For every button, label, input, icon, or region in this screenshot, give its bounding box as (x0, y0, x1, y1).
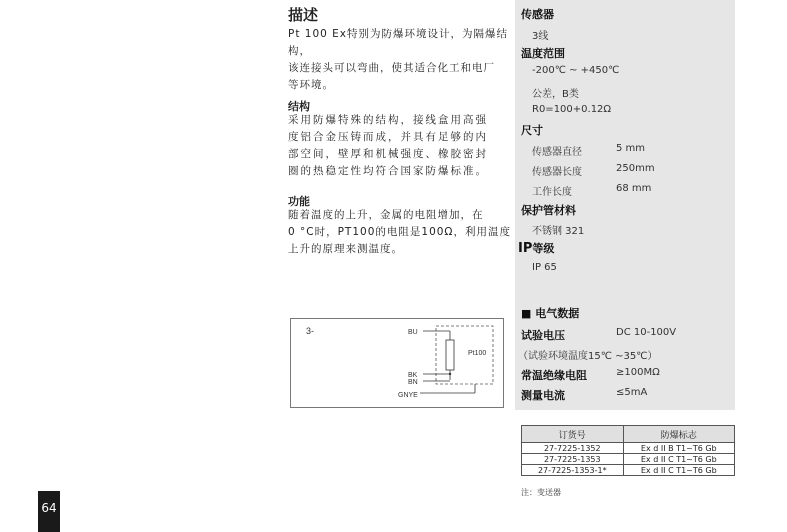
test-voltage-value: DC 10-100V (616, 327, 677, 338)
temp-range-value: -200℃ ~ +450℃ (532, 65, 620, 76)
order-no: 27-7225-1352 (522, 443, 624, 454)
gnye-label: GNYE (398, 392, 418, 399)
current-value: ≤5mA (616, 387, 648, 398)
table-row (522, 443, 735, 454)
description-text: Pt 100 Ex特别为防爆环境设计，为隔爆结构， 该连接头可以弯曲，使其适合化工和电厂 等环境。 (288, 28, 509, 91)
table-row (522, 454, 735, 465)
material-label: 保护管材料 (521, 204, 576, 217)
ip-label-suffix: 等级 (532, 242, 555, 255)
ip-value: IP 65 (532, 262, 557, 273)
bu-label: BU (408, 329, 418, 336)
order-table (521, 425, 735, 476)
ex-marking: Ex d II C T1~T6 Gb (623, 454, 734, 465)
current-label: 测量电流 (521, 389, 565, 402)
bk-label: BK (408, 372, 418, 379)
size-value-diameter: 5 mm (616, 143, 646, 154)
size-label: 尺寸 (521, 124, 543, 137)
insulation-value: ≥100MΩ (616, 367, 660, 378)
footnote: 注：变送器 (521, 488, 561, 497)
section-title: 电气数据 (535, 307, 580, 320)
ex-marking: Ex d II B T1~T6 Gb (623, 443, 734, 454)
page-number: 64 (38, 491, 60, 532)
r0-value: R0=100+0.12Ω (532, 104, 612, 115)
header-ex-marking: 防爆标志 (623, 426, 734, 443)
size-value-working: 68 mm (616, 183, 652, 194)
electrical-title (521, 305, 579, 321)
order-no: 27-7225-1353 (522, 454, 624, 465)
header-order-no: 订货号 (522, 426, 624, 443)
order-no: 27-7225-1353-1* (522, 465, 624, 476)
function-title: 功能 (288, 195, 310, 208)
temp-range-label: 温度范围 (521, 47, 565, 60)
bn-label: BN (408, 379, 418, 386)
material-value: 不锈钢 321 (532, 226, 585, 237)
diagram-number: 3- (306, 326, 315, 336)
specs-panel (515, 0, 735, 290)
sensor-value: 3线 (532, 31, 549, 42)
ip-label (518, 240, 554, 256)
test-voltage-label: 试验电压 (521, 329, 565, 342)
description-title: 描述 (288, 6, 319, 24)
structure-title: 结构 (288, 100, 310, 113)
section-marker: ■ (521, 307, 532, 320)
pt100-label: Pt100 (468, 350, 487, 357)
size-name-diameter: 传感器直径 (532, 147, 582, 158)
ip-label-prefix: IP (518, 241, 533, 256)
resistor-symbol (446, 340, 454, 370)
size-name-length: 传感器长度 (532, 167, 582, 178)
electrical-panel (515, 290, 735, 410)
size-value-length: 250mm (616, 163, 655, 174)
insulation-label: 常温绝缘电阻 (521, 369, 587, 382)
function-text: 随着温度的上升，金属的电阻增加，在 0 °C时，PT100的电阻是100Ω，利用温度 上升的原理来测温度。 (288, 209, 511, 255)
wiring-diagram-svg (290, 318, 504, 408)
sensor-label: 传感器 (521, 8, 554, 21)
tolerance-value: 公差，B类 (532, 89, 579, 100)
order-table-header (522, 426, 735, 443)
wiring-diagram (290, 318, 504, 408)
ex-marking: Ex d II C T1~T6 Gb (623, 465, 734, 476)
table-row (522, 465, 735, 476)
test-env: （试验环境温度15℃ ~35℃） (518, 351, 658, 362)
size-name-working: 工作长度 (532, 187, 572, 198)
structure-text: 采用防爆特殊的结构，接线盒用高强 度铝合金压铸而成，并具有足够的内 部空间，壁厚和机械强度、橡胶密封 圈的热稳定性均符合国家防爆标准。 (288, 114, 488, 177)
